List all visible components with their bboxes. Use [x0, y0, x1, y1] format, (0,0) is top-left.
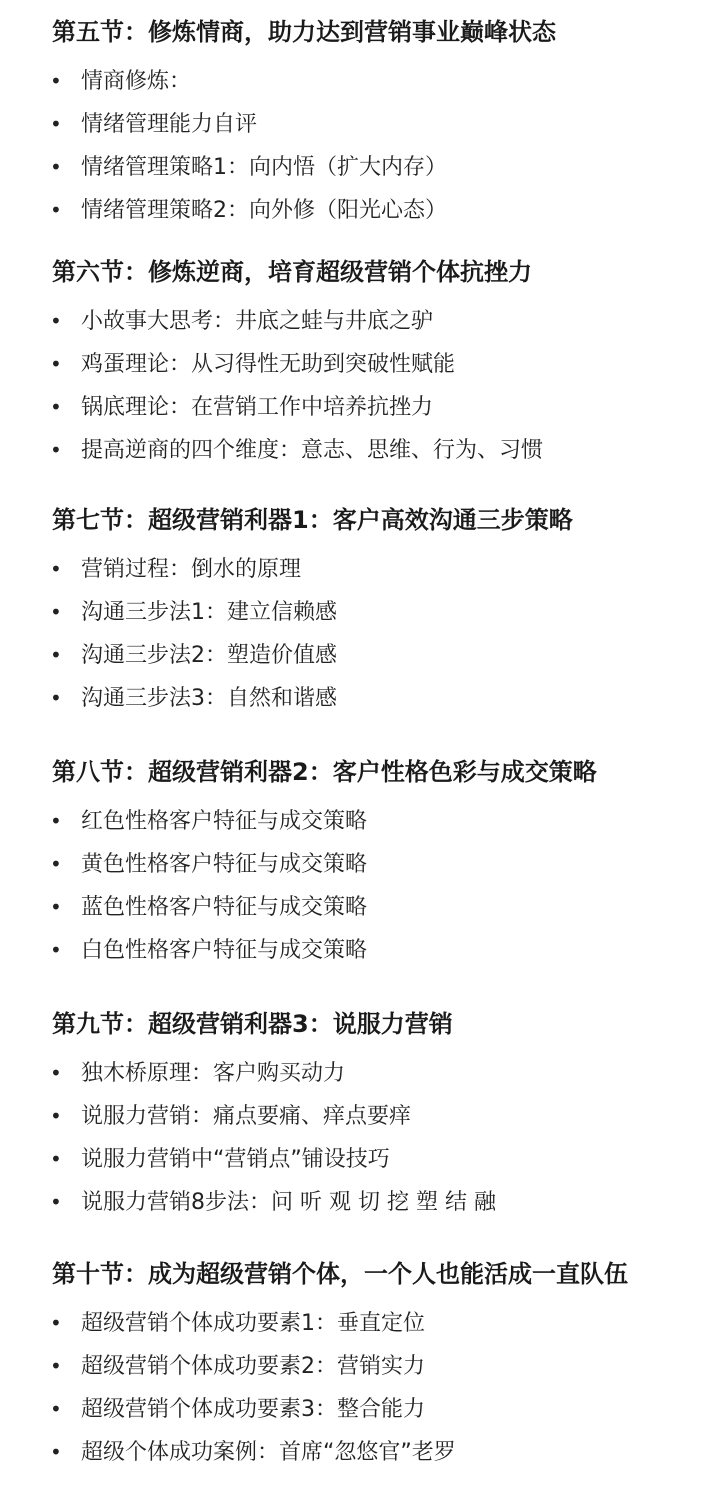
list-item-text: 红色性格客户特征与成交策略 [81, 809, 368, 834]
section-title: 第八节：超级营销利器2：客户性格色彩与成交策略 [52, 758, 597, 786]
list-item [0, 591, 720, 634]
bullet-icon: • [50, 112, 62, 136]
list-item [0, 929, 720, 972]
section-item-list [0, 1052, 720, 1224]
bullet-icon: • [50, 557, 62, 581]
list-item-text: 黄色性格客户特征与成交策略 [81, 852, 368, 877]
list-item-text: 独木桥原理：客户购买动力 [81, 1061, 346, 1086]
section-item-list [0, 548, 720, 720]
list-item-text: 超级营销个体成功要素1：垂直定位 [81, 1311, 425, 1336]
list-item-text: 情商修炼： [81, 69, 192, 94]
section-title: 第六节：修炼逆商，培育超级营销个体抗挫力 [52, 258, 532, 286]
list-item-text: 超级营销个体成功要素2：营销实力 [81, 1354, 425, 1379]
section-title: 第七节：超级营销利器1：客户高效沟通三步策略 [52, 506, 573, 534]
list-item [0, 1345, 720, 1388]
bullet-icon: • [50, 395, 62, 419]
bullet-icon: • [50, 198, 62, 222]
list-item-text: 情绪管理策略1：向内悟（扩大内存） [81, 155, 447, 180]
list-item-text: 锅底理论：在营销工作中培养抗挫力 [81, 395, 434, 420]
list-item [0, 886, 720, 929]
list-item [0, 1431, 720, 1474]
section-item-list [0, 60, 720, 232]
section-item-list [0, 300, 720, 472]
list-item [0, 103, 720, 146]
list-item [0, 146, 720, 189]
list-item-text: 情绪管理策略2：向外修（阳光心态） [81, 198, 447, 223]
list-item-text: 沟通三步法2：塑造价值感 [81, 643, 337, 668]
section-title: 第五节：修炼情商，助力达到营销事业巅峰状态 [52, 18, 556, 46]
bullet-icon: • [50, 1354, 62, 1378]
list-item [0, 800, 720, 843]
bullet-icon: • [50, 155, 62, 179]
bullet-icon: • [50, 1104, 62, 1128]
list-item [0, 300, 720, 343]
list-item-text: 超级营销个体成功要素3：整合能力 [81, 1397, 425, 1422]
list-item [0, 1095, 720, 1138]
list-item [0, 386, 720, 429]
bullet-icon: • [50, 1440, 62, 1464]
bullet-icon: • [50, 69, 62, 93]
list-item-text: 提高逆商的四个维度：意志、思维、行为、习惯 [81, 438, 544, 463]
bullet-icon: • [50, 1397, 62, 1421]
bullet-icon: • [50, 309, 62, 333]
list-item-text: 说服力营销中“营销点”铺设技巧 [81, 1147, 390, 1172]
bullet-icon: • [50, 895, 62, 919]
list-item-text: 情绪管理能力自评 [81, 112, 258, 137]
list-item [0, 429, 720, 472]
list-item-text: 沟通三步法1：建立信赖感 [81, 600, 337, 625]
list-item-text: 白色性格客户特征与成交策略 [81, 938, 368, 963]
section-title: 第九节：超级营销利器3：说服力营销 [52, 1010, 453, 1038]
bullet-icon: • [50, 1147, 62, 1171]
bullet-icon: • [50, 938, 62, 962]
list-item [0, 1052, 720, 1095]
list-item [0, 1181, 720, 1224]
list-item [0, 843, 720, 886]
list-item-text: 超级个体成功案例：首席“忽悠官”老罗 [81, 1440, 456, 1465]
list-item [0, 1138, 720, 1181]
list-item [0, 189, 720, 232]
bullet-icon: • [50, 1190, 62, 1214]
list-item-text: 说服力营销8步法：问 听 观 切 挖 塑 结 融 [81, 1190, 496, 1215]
section-item-list [0, 1302, 720, 1474]
bullet-icon: • [50, 1061, 62, 1085]
list-item [0, 1302, 720, 1345]
list-item [0, 1388, 720, 1431]
list-item-text: 说服力营销：痛点要痛、痒点要痒 [81, 1104, 412, 1129]
list-item-text: 营销过程：倒水的原理 [81, 557, 302, 582]
bullet-icon: • [50, 809, 62, 833]
list-item [0, 677, 720, 720]
list-item [0, 548, 720, 591]
bullet-icon: • [50, 438, 62, 462]
bullet-icon: • [50, 852, 62, 876]
bullet-icon: • [50, 686, 62, 710]
list-item-text: 小故事大思考：井底之蛙与井底之驴 [81, 309, 434, 334]
bullet-icon: • [50, 643, 62, 667]
list-item [0, 634, 720, 677]
list-item-text: 蓝色性格客户特征与成交策略 [81, 895, 368, 920]
list-item-text: 鸡蛋理论：从习得性无助到突破性赋能 [81, 352, 456, 377]
list-item [0, 60, 720, 103]
bullet-icon: • [50, 1311, 62, 1335]
section-title: 第十节：成为超级营销个体，一个人也能活成一直队伍 [52, 1260, 628, 1288]
bullet-icon: • [50, 600, 62, 624]
bullet-icon: • [50, 352, 62, 376]
list-item [0, 343, 720, 386]
list-item-text: 沟通三步法3：自然和谐感 [81, 686, 337, 711]
section-item-list [0, 800, 720, 972]
